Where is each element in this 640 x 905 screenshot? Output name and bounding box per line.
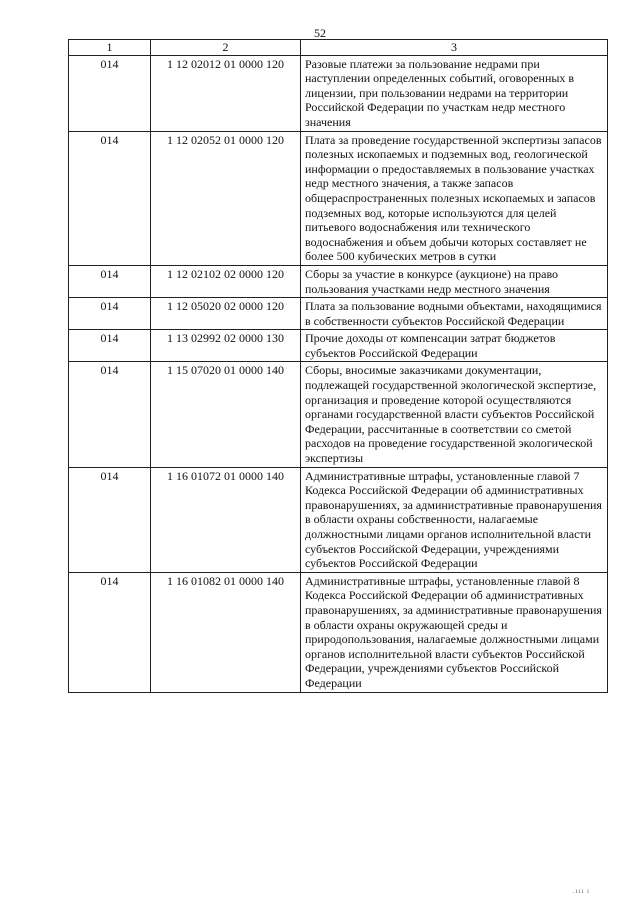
column-header-3: 3	[301, 40, 608, 56]
page-number: 52	[314, 26, 326, 40]
table-row	[69, 467, 608, 572]
table-row	[69, 572, 608, 692]
administrator-code-cell: 014	[69, 572, 151, 692]
revenue-code-cell: 1 16 01082 01 0000 140	[151, 572, 301, 692]
table-row	[69, 55, 608, 131]
table-header-row	[69, 40, 608, 56]
administrator-code-cell: 014	[69, 362, 151, 467]
revenue-codes-table	[68, 39, 608, 693]
revenue-code-cell: 1 16 01072 01 0000 140	[151, 467, 301, 572]
revenue-name-cell: Прочие доходы от компенсации затрат бюджетов субъектов Российской Федерации	[301, 330, 608, 362]
revenue-code-cell: 1 12 02052 01 0000 120	[151, 131, 301, 265]
revenue-name-cell: Плата за пользование водными объектами, находящимися в собственности субъектов Российской Федерации	[301, 298, 608, 330]
revenue-name-cell: Административные штрафы, установленные главой 7 Кодекса Российской Федерации об административных правонарушениях, за административные правонарушения в области охраны собственности, налагаемые должностными лицами органов исполнительной власти субъектов Российской Федерации, учреждениями субъектов Российской Федерации	[301, 467, 608, 572]
revenue-name-cell: Административные штрафы, установленные главой 8 Кодекса Российской Федерации об административных правонарушениях, за административные правонарушения в области охраны окружающей среды и природопользования, налагаемые должностными лицами органов исполнительной власти субъектов Российской Федерации, учреждениями субъектов Российской Федерации	[301, 572, 608, 692]
scan-artifact-mark: .ııı ı	[572, 887, 590, 895]
administrator-code-cell: 014	[69, 55, 151, 131]
table-row	[69, 265, 608, 297]
table-row	[69, 131, 608, 265]
revenue-name-cell: Сборы, вносимые заказчиками документации, подлежащей государственной экологической экспертизе, организация и проведение которой осуществляются органами государственной власти субъектов Российской Федерации, рассчитанные в соответствии со сметой расходов на проведение государственной экологической экспертизы	[301, 362, 608, 467]
administrator-code-cell: 014	[69, 298, 151, 330]
column-header-1: 1	[69, 40, 151, 56]
table-row	[69, 330, 608, 362]
revenue-name-cell: Разовые платежи за пользование недрами при наступлении определенных событий, оговоренных в лицензии, при пользовании недрами на территории Российской Федерации по участкам недр местного значения	[301, 55, 608, 131]
revenue-code-cell: 1 12 02012 01 0000 120	[151, 55, 301, 131]
revenue-code-cell: 1 12 02102 02 0000 120	[151, 265, 301, 297]
table-row	[69, 298, 608, 330]
revenue-code-cell: 1 15 07020 01 0000 140	[151, 362, 301, 467]
revenue-name-cell: Плата за проведение государственной экспертизы запасов полезных ископаемых и подземных вод, геологической информации о предоставляемых в пользование участках недр местного значения, а также запасов общераспространенных полезных ископаемых и запасов подземных вод, которые используются для целей питьевого водоснабжения или технического водоснабжения и объем добычи которых составляет не более 500 кубических метров в сутки	[301, 131, 608, 265]
table-row	[69, 362, 608, 467]
revenue-code-cell: 1 12 05020 02 0000 120	[151, 298, 301, 330]
administrator-code-cell: 014	[69, 330, 151, 362]
revenue-name-cell: Сборы за участие в конкурсе (аукционе) на право пользования участками недр местного значения	[301, 265, 608, 297]
revenue-code-cell: 1 13 02992 02 0000 130	[151, 330, 301, 362]
administrator-code-cell: 014	[69, 131, 151, 265]
administrator-code-cell: 014	[69, 265, 151, 297]
column-header-2: 2	[151, 40, 301, 56]
administrator-code-cell: 014	[69, 467, 151, 572]
